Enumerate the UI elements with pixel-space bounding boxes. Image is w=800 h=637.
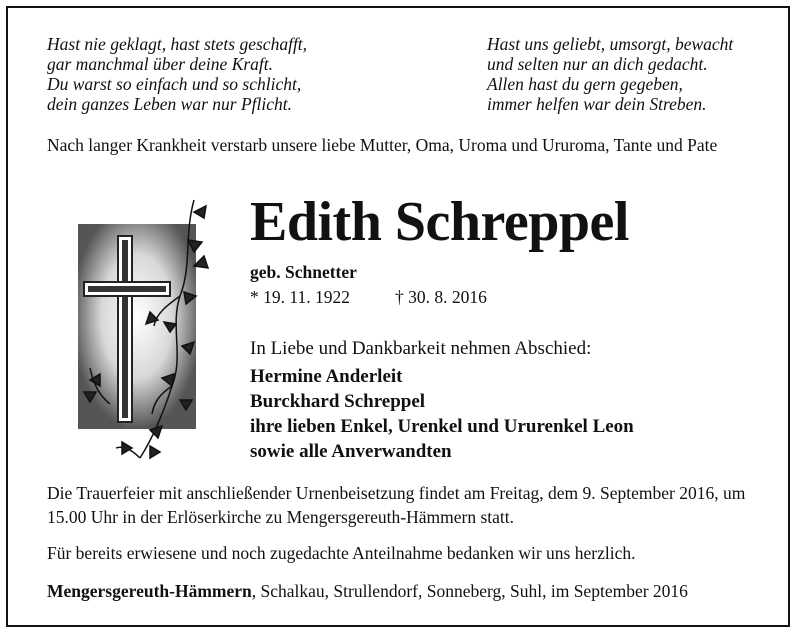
poem-line: Allen hast du gern gegeben,: [487, 74, 683, 94]
closing-place: Mengersgereuth-Hämmern: [47, 581, 252, 601]
cross-with-ivy-icon: [76, 196, 221, 466]
farewell-text: In Liebe und Dankbarkeit nehmen Abschied:: [250, 338, 592, 359]
poem-right: [487, 34, 733, 114]
mourner: ihre lieben Enkel, Urenkel und Ururenkel Leon: [250, 416, 634, 437]
mourner: Burckhard Schreppel: [250, 391, 426, 412]
poem-line: Hast nie geklagt, hast stets geschafft,: [47, 34, 308, 54]
poem-line: dein ganzes Leben war nur Pflicht.: [47, 94, 292, 114]
intro-text: Nach langer Krankheit verstarb unsere liebe Mutter, Oma, Uroma und Ururoma, Tante und Pate: [47, 135, 718, 155]
funeral-info: Die Trauerfeier mit anschließender Urnenbeisetzung findet am Freitag, dem 9. September 2016, um 15.00 Uhr in der Erlöserkirche zu Mengersgereuth-Hämmern statt.: [47, 483, 746, 527]
poem-line: immer helfen war dein Streben.: [487, 94, 707, 114]
closing-line: [47, 579, 759, 603]
birth-name: geb. Schnetter: [250, 262, 357, 282]
death-date: † 30. 8. 2016: [394, 287, 487, 307]
poem-line: und selten nur an dich gedacht.: [487, 54, 708, 74]
poem-left: [47, 34, 307, 114]
poem-line: Du warst so einfach und so schlicht,: [47, 74, 302, 94]
poem-line: Hast uns geliebt, umsorgt, bewacht: [487, 34, 734, 54]
mourner: sowie alle Anverwandten: [250, 441, 452, 462]
mourner: Hermine Anderleit: [250, 366, 403, 387]
mourners-list: [250, 364, 634, 464]
thanks-text: Für bereits erwiesene und noch zugedachte Anteilnahme bedanken wir uns herzlich.: [47, 543, 636, 563]
deceased-name: Edith Schreppel: [250, 191, 629, 253]
poem-line: gar manchmal über deine Kraft.: [47, 54, 274, 74]
life-dates: [250, 287, 487, 308]
closing-rest: , Schalkau, Strullendorf, Sonneberg, Suhl, im September 2016: [251, 581, 688, 601]
birth-date: * 19. 11. 1922: [250, 287, 350, 307]
